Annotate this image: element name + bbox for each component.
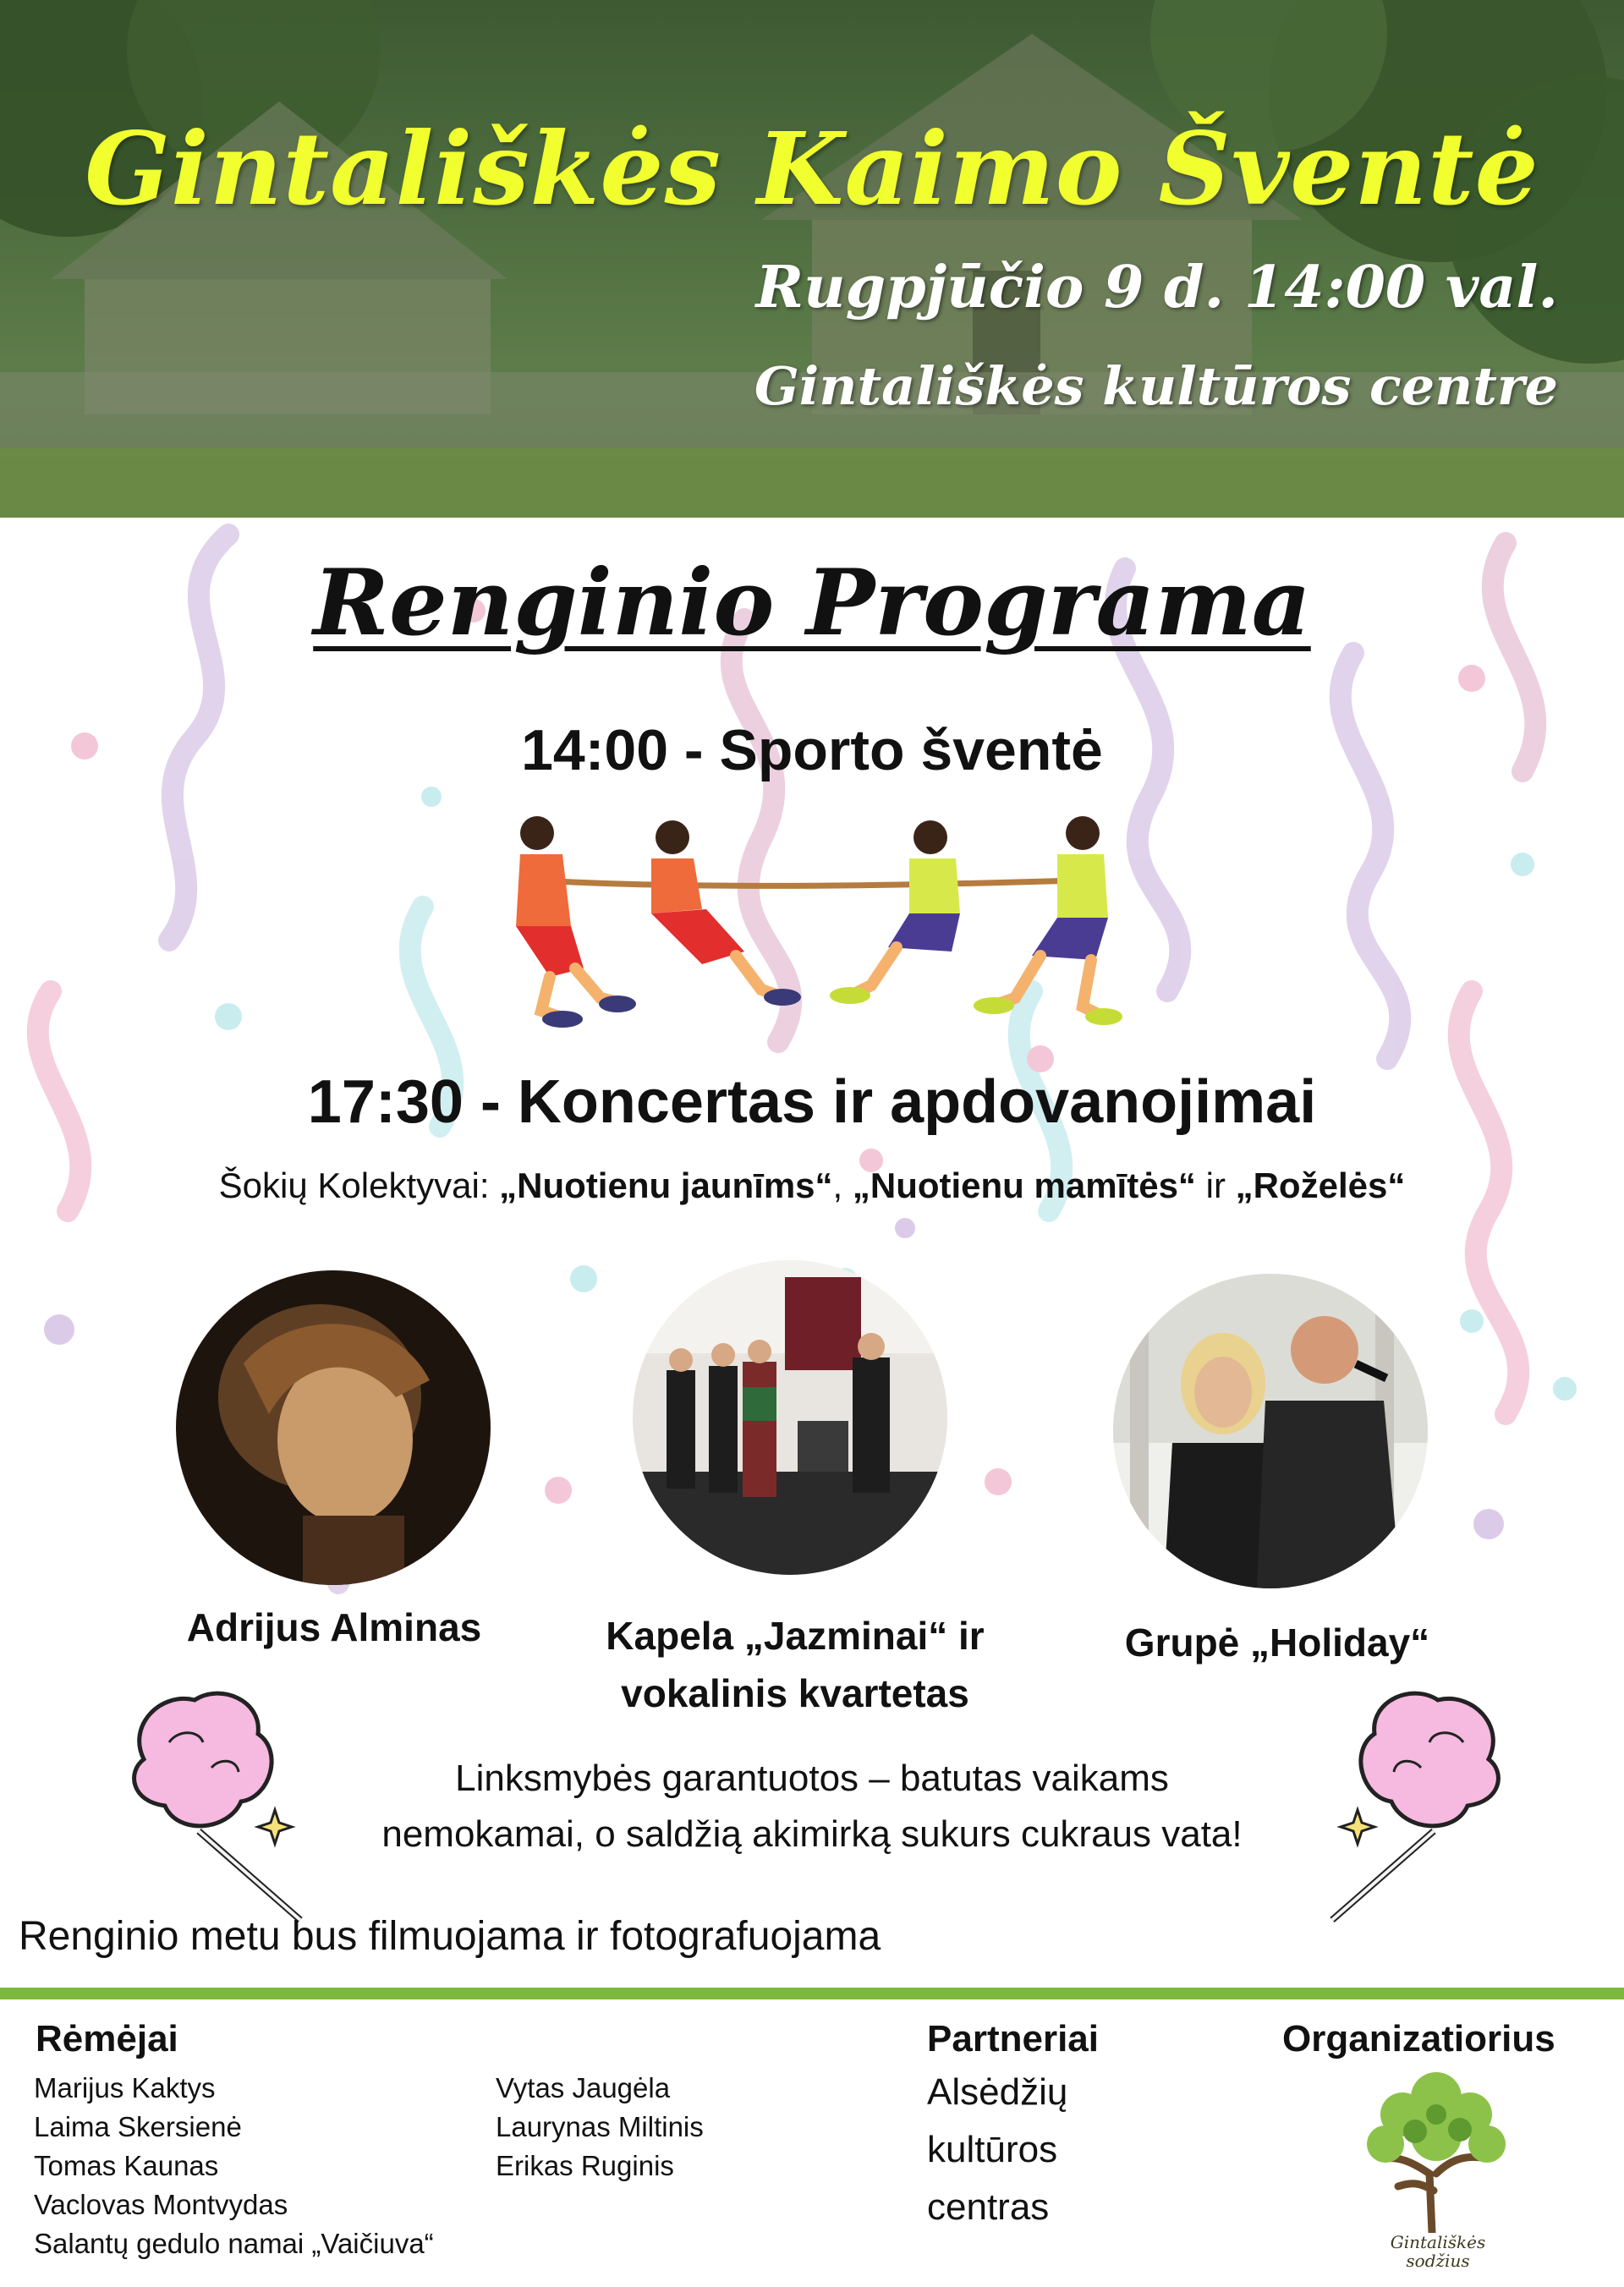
partner-name xyxy=(927,2064,1181,2236)
program-title: Renginio Programa xyxy=(313,550,1311,656)
organizer-title: Organizatiorius xyxy=(1282,2018,1555,2059)
performer-photo-2 xyxy=(633,1260,947,1575)
logo-text xyxy=(1328,2233,1548,2270)
performer-name-1 xyxy=(127,1599,541,1656)
performer-2-line-1: Kapela „Jazminai“ ir xyxy=(606,1614,985,1658)
sponsors-title: Rėmėjai xyxy=(36,2018,178,2059)
performer-name-2 xyxy=(558,1607,1032,1722)
right-team xyxy=(830,816,1122,1025)
sparkle-icon-right xyxy=(1341,1810,1374,1844)
dance-groups-line xyxy=(0,1165,1624,1206)
performer-photo-1 xyxy=(176,1270,491,1585)
sponsors-list-2 xyxy=(496,2069,704,2186)
event-place: Gintališkės kultūros centre xyxy=(754,355,1558,417)
partner-line: kultūros xyxy=(927,2129,1058,2170)
logo-text-line-2: sodžius xyxy=(1406,2251,1470,2271)
logo-text-line-1: Gintališkės xyxy=(1390,2232,1486,2252)
hero-banner xyxy=(0,0,1624,518)
dance-group-2: „Nuotienu mamītės“ xyxy=(852,1165,1196,1205)
sponsor-item: Laima Skersienė xyxy=(34,2111,242,2142)
event-title: Gintališkės Kaimo Šventė xyxy=(85,110,1539,228)
filming-notice: Renginio metu bus filmuojama ir fotografuojama xyxy=(19,1914,881,1959)
fun-note xyxy=(279,1751,1345,1862)
sponsor-item: Marijus Kaktys xyxy=(34,2072,216,2103)
sponsor-item: Salantų gedulo namai „Vaičiuva“ xyxy=(34,2228,434,2259)
left-team xyxy=(516,816,801,1028)
tug-of-war-illustration xyxy=(491,808,1133,1036)
performer-1-line-1: Adrijus Alminas xyxy=(186,1605,482,1649)
sponsor-item: Vaclovas Montvydas xyxy=(34,2189,288,2220)
performer-2-line-2: vokalinis kvartetas xyxy=(621,1671,969,1715)
event-sports-festival: 14:00 - Sporto šventė xyxy=(521,718,1103,782)
partner-line: centras xyxy=(927,2186,1050,2228)
sponsor-item: Tomas Kaunas xyxy=(34,2150,219,2181)
event-concert-awards: 17:30 - Koncertas ir apdovanojimai xyxy=(307,1068,1317,1136)
performer-photo-3 xyxy=(1113,1274,1428,1588)
partner-line: Alsėdžių xyxy=(927,2071,1068,2113)
sponsors-list-1 xyxy=(34,2069,434,2263)
dance-group-1: „Nuotienu jaunīms“ xyxy=(499,1165,833,1205)
dance-separator-2: ir xyxy=(1195,1165,1236,1205)
performer-3-line-1: Grupė „Holiday“ xyxy=(1124,1621,1430,1665)
cotton-candy-icon-right xyxy=(1320,1683,1514,1928)
fun-note-line-2: nemokamai, o saldžią akimirką sukurs cukraus vata! xyxy=(381,1813,1243,1855)
dance-separator-1: , xyxy=(832,1165,853,1205)
fun-note-line-1: Linksmybės garantuotos – batutas vaikams xyxy=(455,1758,1169,1799)
tree-logo-icon xyxy=(1352,2064,1521,2233)
partners-title: Partneriai xyxy=(927,2018,1099,2059)
sponsor-item: Laurynas Miltinis xyxy=(496,2111,704,2142)
dance-groups-prefix: Šokių Kolektyvai: xyxy=(218,1165,500,1205)
footer-divider xyxy=(0,1988,1624,1999)
event-date: Rugpjūčio 9 d. 14:00 val. xyxy=(755,254,1558,321)
sponsor-item: Erikas Ruginis xyxy=(496,2150,674,2181)
dance-group-3: „Roželės“ xyxy=(1235,1165,1406,1205)
performer-name-3 xyxy=(1057,1614,1497,1671)
sponsor-item: Vytas Jaugėla xyxy=(496,2072,671,2103)
